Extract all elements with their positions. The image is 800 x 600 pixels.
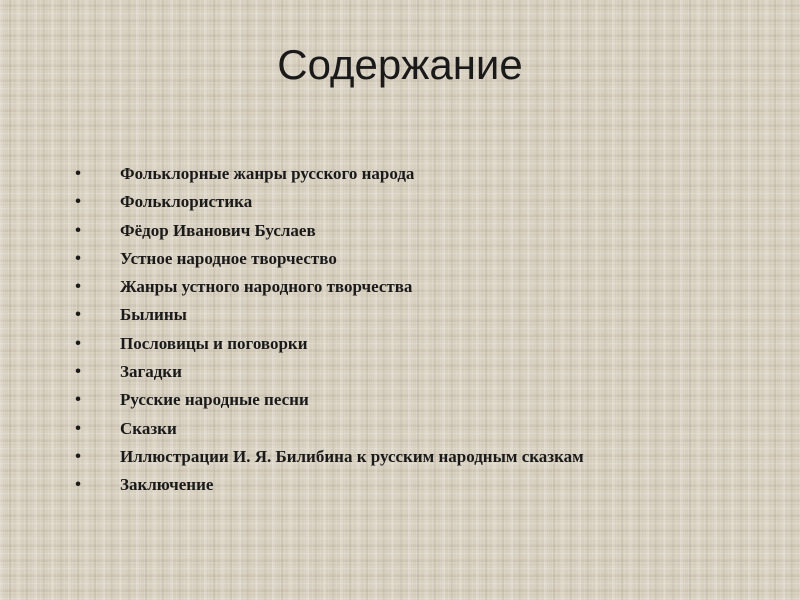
list-item-label: Фольклористика [120, 192, 253, 212]
list-item [70, 301, 584, 329]
list-item [70, 443, 584, 471]
list-item-label: Заключение [120, 475, 214, 495]
list-item [70, 273, 584, 301]
list-item-label: Фёдор Иванович Буслаев [120, 220, 316, 240]
bullet-icon: • [75, 249, 81, 267]
list-item [70, 245, 584, 273]
list-item-label: Загадки [120, 362, 182, 382]
list-item [70, 330, 584, 358]
list-item-label: Устное народное творчество [120, 248, 337, 268]
bullet-icon: • [75, 193, 81, 211]
bullet-icon: • [75, 334, 81, 352]
bullet-icon: • [75, 447, 81, 465]
list-item [70, 160, 584, 188]
list-item [70, 217, 584, 245]
bullet-icon: • [75, 363, 81, 381]
list-item-label: Пословицы и поговорки [120, 333, 308, 353]
bullet-icon: • [75, 306, 81, 324]
bullet-icon: • [75, 476, 81, 494]
bullet-icon: • [75, 278, 81, 296]
bullet-icon: • [75, 221, 81, 239]
list-item-label: Былины [120, 305, 187, 325]
list-item-label: Сказки [120, 418, 177, 438]
list-item-label: Иллюстрации И. Я. Билибина к русским народным сказкам [120, 446, 584, 466]
slide-title: Содержание [277, 41, 523, 88]
bullet-icon: • [75, 165, 81, 182]
contents-list [70, 160, 584, 500]
list-item [70, 415, 584, 443]
list-item [70, 188, 584, 216]
bullet-icon: • [75, 419, 81, 437]
bullet-icon: • [75, 391, 81, 409]
list-item [70, 471, 584, 499]
list-item-label: Русские народные песни [120, 390, 309, 410]
list-item [70, 386, 584, 414]
list-item-label: Фольклорные жанры русского народа [120, 164, 415, 183]
list-item-label: Жанры устного народного творчества [120, 277, 413, 297]
list-item [70, 358, 584, 386]
